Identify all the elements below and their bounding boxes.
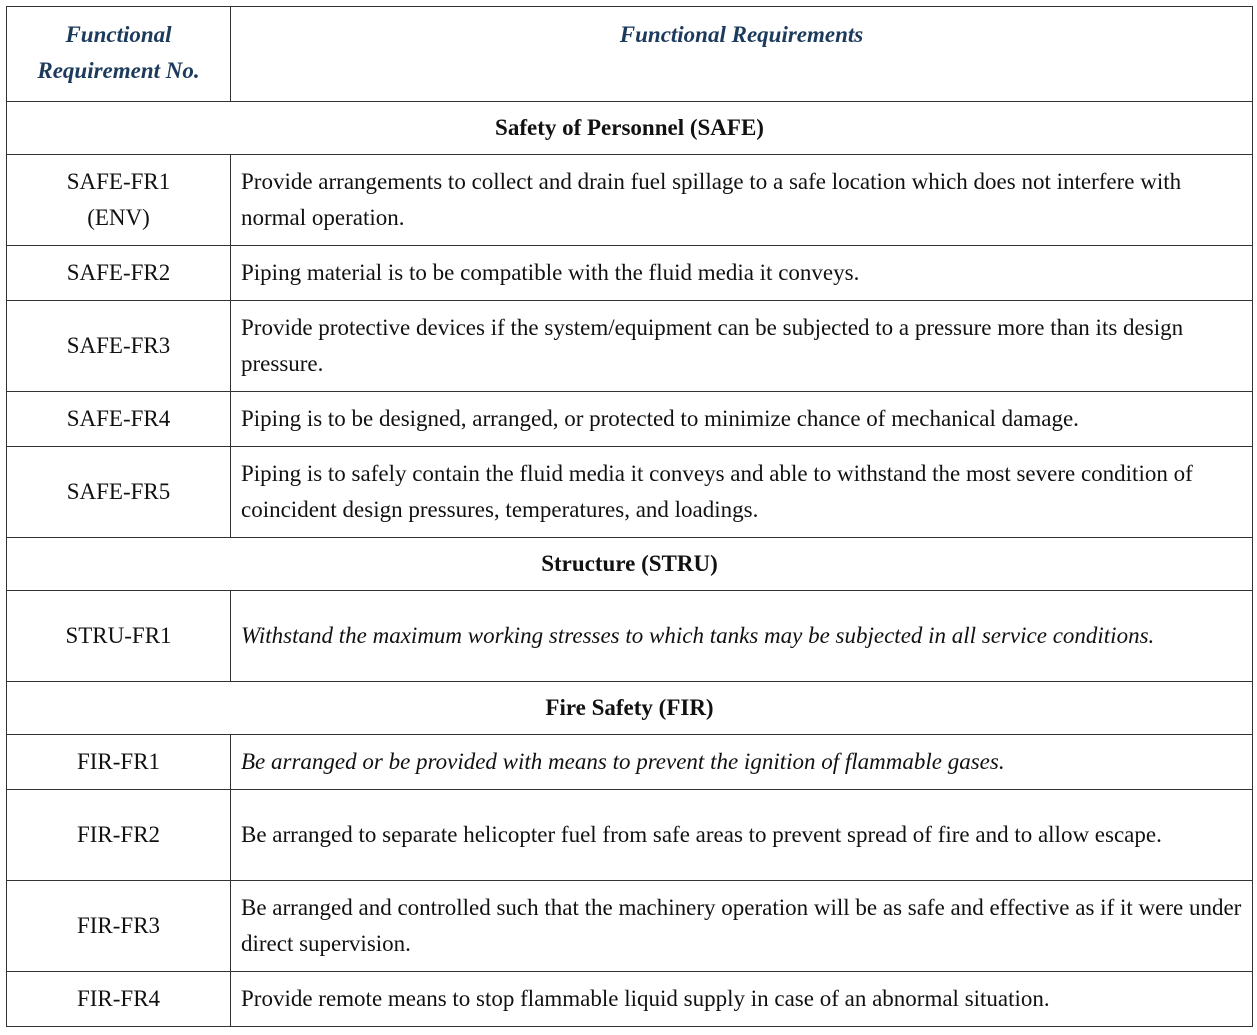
table-row	[7, 301, 1253, 392]
section-title-stru: Structure (STRU)	[7, 538, 1253, 591]
requirement-id: SAFE-FR2	[7, 246, 231, 301]
requirement-id-line1: SAFE-FR1	[66, 169, 171, 194]
table-row	[7, 735, 1253, 790]
requirement-id: SAFE-FR5	[7, 447, 231, 538]
requirement-id: FIR-FR1	[7, 735, 231, 790]
requirement-text: Provide protective devices if the system/equipment can be subjected to a pressure more than its design pressure.	[231, 301, 1253, 392]
table-row	[7, 155, 1253, 246]
header-requirement-no-line1: Functional	[65, 22, 172, 47]
requirement-text: Provide arrangements to collect and drain fuel spillage to a safe location which does not interfere with normal operation.	[231, 155, 1253, 246]
requirement-id: FIR-FR3	[7, 881, 231, 972]
requirement-text: Be arranged or be provided with means to prevent the ignition of flammable gases.	[231, 735, 1253, 790]
table-row	[7, 392, 1253, 447]
requirement-text: Be arranged and controlled such that the machinery operation will be as safe and effective as if it were under direct supervision.	[231, 881, 1253, 972]
requirement-id: SAFE-FR3	[7, 301, 231, 392]
table-row	[7, 881, 1253, 972]
requirement-text: Piping material is to be compatible with the fluid media it conveys.	[231, 246, 1253, 301]
section-title-fir: Fire Safety (FIR)	[7, 682, 1253, 735]
section-row-stru	[7, 538, 1253, 591]
requirement-text: Piping is to be designed, arranged, or protected to minimize chance of mechanical damage.	[231, 392, 1253, 447]
table-row	[7, 972, 1253, 1027]
section-row-safe	[7, 102, 1253, 155]
section-row-fir	[7, 682, 1253, 735]
header-functional-requirements: Functional Requirements	[231, 7, 1253, 102]
requirement-text: Withstand the maximum working stresses to which tanks may be subjected in all service conditions.	[231, 591, 1253, 682]
requirement-text: Provide remote means to stop flammable liquid supply in case of an abnormal situation.	[231, 972, 1253, 1027]
requirement-text: Be arranged to separate helicopter fuel from safe areas to prevent spread of fire and to allow escape.	[231, 790, 1253, 881]
table-row	[7, 246, 1253, 301]
header-row	[7, 7, 1253, 102]
table-row	[7, 790, 1253, 881]
requirement-id: STRU-FR1	[7, 591, 231, 682]
requirement-id: FIR-FR4	[7, 972, 231, 1027]
header-requirement-no	[7, 7, 231, 102]
requirement-id: FIR-FR2	[7, 790, 231, 881]
requirement-id-line2: (ENV)	[87, 205, 150, 230]
requirement-id	[7, 155, 231, 246]
header-requirement-no-line2: Requirement No.	[37, 58, 200, 83]
requirement-text: Piping is to safely contain the fluid media it conveys and able to withstand the most severe condition of coincident design pressures, temperatures, and loadings.	[231, 447, 1253, 538]
requirement-id: SAFE-FR4	[7, 392, 231, 447]
table-row	[7, 591, 1253, 682]
table-row	[7, 447, 1253, 538]
requirements-table	[6, 6, 1253, 1027]
section-title-safe: Safety of Personnel (SAFE)	[7, 102, 1253, 155]
